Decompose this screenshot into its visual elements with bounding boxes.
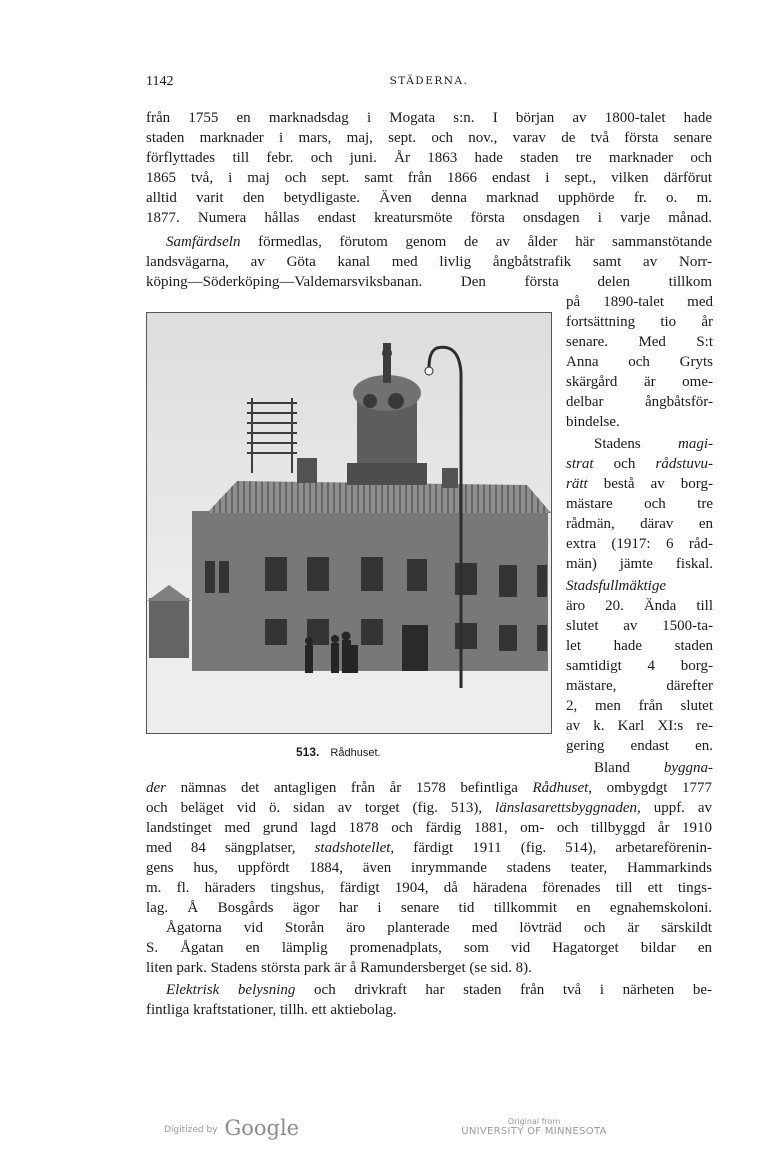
italic-term: strat (566, 456, 594, 472)
italic-term: magi- (678, 436, 713, 452)
photo-illustration (147, 313, 551, 733)
text-line: 1877. Numera hållas endast kreatursmöte första onsdagen i varje månad. (146, 210, 712, 226)
italic-term: rätt (566, 476, 588, 492)
text-line: Anna och Gryts (566, 354, 713, 370)
text-line: av k. Karl XI:s re- (566, 718, 713, 734)
text-span: Bland (594, 760, 630, 776)
text-line (146, 838, 712, 858)
text-line: köping—Söderköping—Valdemarsviksbanan. Den första delen tillkom (146, 274, 712, 290)
italic-term: Stadsfullmäktige (566, 578, 666, 594)
text-span: förmedlas, förutom genom de av ålder här sammanstötande (258, 234, 712, 250)
text-span: och (613, 456, 636, 472)
text-line: staden marknader i mars, maj, sept. och nov., varav de två första senare (146, 130, 712, 146)
text-line: landstinget med grund lagd 1878 och färdig 1881, om- och tillbyggd år 1910 (146, 820, 712, 836)
italic-term: der (146, 780, 166, 796)
text-line: let hade staden (566, 638, 713, 654)
page-number: 1142 (146, 74, 174, 89)
text-line (166, 980, 712, 1000)
text-line: rådmän, därav en (566, 516, 713, 532)
figure-caption-text: Rådhuset. (330, 747, 381, 759)
text-line: S. Ågatan en lämplig promenadplats, som vid Hagatorget bildar en (146, 940, 712, 956)
original-from-library (452, 1117, 616, 1137)
text-line: från 1755 en marknadsdag i Mogata s:n. I början av 1800-talet hade (146, 110, 712, 126)
text-line: senare. Med S:t (566, 334, 713, 350)
text-line: äro 20. Ända till (566, 598, 713, 614)
text-span: bestå av borg- (603, 476, 714, 492)
text-line: fintliga kraftstationer, tillh. ett aktiebolag. (146, 1002, 397, 1018)
text-line (166, 232, 712, 252)
text-line: på 1890-talet med (566, 294, 713, 310)
text-line: mästare, därefter (566, 678, 713, 694)
text-line: fortsättning tio år (566, 314, 713, 330)
text-span: med 84 sängplatser, (146, 840, 296, 856)
original-from-label: Original from (507, 1117, 561, 1126)
text-line: 2, men från slutet (566, 698, 713, 714)
figure-caption (296, 745, 381, 759)
text-line: liten park. Stadens största park är å Ramundersberget (se sid. 8). (146, 960, 532, 976)
text-line: alltid varit den betydligaste. Även denna marknad upphörde fr. o. m. (146, 190, 712, 206)
running-head: STÄDERNA. (389, 75, 469, 87)
page-header (146, 74, 712, 94)
text-line: lag. Å Bosgårds ägor har i senare tid tillkommit en egnahemskoloni. (146, 900, 712, 916)
italic-term: Rådhuset, (532, 780, 593, 796)
text-line (594, 434, 713, 454)
text-span: och beläget vid ö. sidan av torget (fig. 513), (146, 800, 483, 816)
text-line (566, 454, 713, 474)
text-line (566, 576, 713, 596)
italic-term: stadshotellet, (314, 840, 395, 856)
text-line: m. fl. häraders tingshus, färdigt 1904, då häradena förenades till ett tings- (146, 880, 712, 896)
text-line: Ågatorna vid Storån äro planterade med lövträd och är särskildt (166, 920, 712, 936)
text-line: delbar ångbåtsför- (566, 394, 713, 410)
text-line: slutet av 1500-ta- (566, 618, 713, 634)
italic-term: rådstuvu- (655, 456, 713, 472)
digitized-by-google (164, 1116, 299, 1140)
text-line (594, 758, 713, 778)
text-line: bindelse. (566, 414, 620, 430)
figure-number: 513. (296, 745, 320, 759)
text-line: mästare och tre (566, 496, 713, 512)
digitized-by-label: Digitized by (164, 1125, 218, 1135)
italic-term: byggna- (663, 760, 713, 776)
italic-term: Samfärdseln (166, 234, 241, 250)
text-span: nämnas det antagligen från år 1578 befintliga (180, 780, 518, 796)
italic-term: länslasarettsbyggnaden, (495, 800, 641, 816)
text-line (146, 778, 712, 798)
text-span: Stadens (594, 436, 641, 452)
text-span: ombygdgt 1777 (606, 780, 713, 796)
text-line: samtidigt 4 borg- (566, 658, 713, 674)
google-logo: Google (224, 1116, 300, 1140)
text-line: skärgård är ome- (566, 374, 713, 390)
text-span: färdigt 1911 (fig. 514), arbetareförenin- (413, 840, 713, 856)
text-span: och drivkraft har staden från två i närheten be- (314, 982, 712, 998)
text-line (566, 474, 713, 494)
italic-term: Elektrisk belysning (166, 982, 296, 998)
text-line: extra (1917: 6 råd- (566, 536, 713, 552)
university-label: UNIVERSITY OF MINNESOTA (461, 1126, 607, 1137)
radhuset-photograph (146, 312, 552, 734)
text-line: 1865 två, i maj och sept. samt från 1866 endast i sept., vilken därförut (146, 170, 712, 186)
text-line: män) jämte fiskal. (566, 556, 713, 572)
text-line: gering endast en. (566, 738, 713, 754)
text-line: förflyttades till febr. och juni. År 1863 hade staden tre marknader och (146, 150, 712, 166)
text-line: gens hus, uppfördt 1884, även inrymmande stadens teater, Hammarkinds (146, 860, 712, 876)
text-span: uppf. av (653, 800, 713, 816)
text-line (146, 798, 712, 818)
text-line: landsvägarna, av Göta kanal med livlig ångbåtstrafik samt av Norr- (146, 254, 712, 270)
